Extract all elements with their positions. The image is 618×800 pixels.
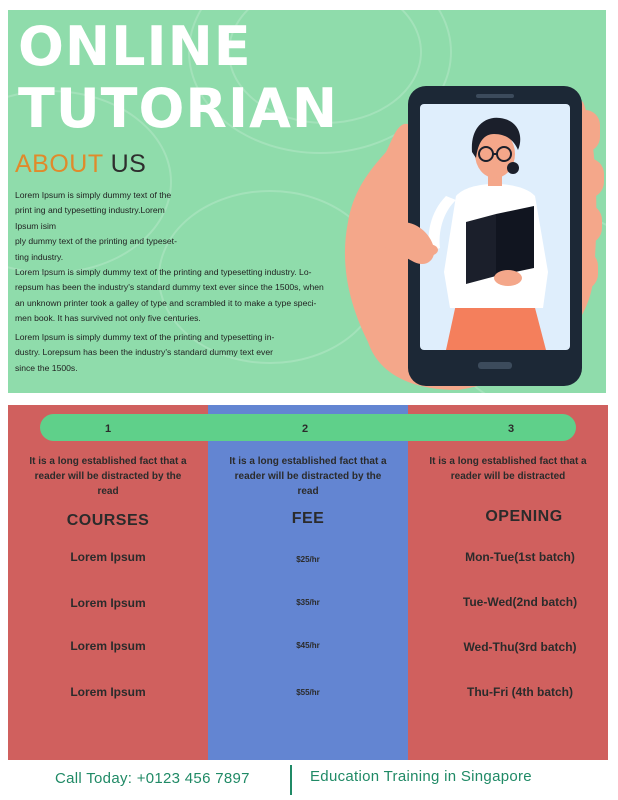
about-line: ply dummy text of the printing and typeset-	[15, 236, 177, 247]
fee-item: $35/hr	[296, 598, 320, 607]
course-item: Lorem Ipsum	[70, 550, 146, 564]
opening-item: Tue-Wed(2nd batch)	[462, 595, 578, 609]
about-line: print ing and typesetting industry.Lorem	[15, 205, 165, 216]
title-line-1: ONLINE	[18, 15, 252, 78]
footer-divider	[290, 765, 292, 795]
description-line: read	[297, 486, 319, 497]
course-item: Lorem Ipsum	[70, 596, 146, 610]
opening-item: Mon-Tue(1st batch)	[465, 550, 575, 564]
column-description-1	[13, 454, 203, 499]
about-line: Lorem Ipsum is simply dummy text of the	[15, 190, 172, 200]
about-line: dustry. Lorepsum has been the industry's standard dummy text ever	[15, 347, 273, 358]
about-paragraph-2	[15, 330, 345, 376]
hero-banner	[8, 10, 606, 393]
about-paragraph-1	[15, 188, 345, 327]
courses-heading: COURSES	[66, 512, 150, 529]
fee-item: $45/hr	[296, 641, 320, 650]
about-line: Lorem Ipsum is simply dummy text of the printing and typesetting industry. Lo-	[15, 267, 312, 278]
footer-tagline: Education Training in Singapore	[310, 768, 532, 785]
fee-item: $25/hr	[296, 555, 320, 564]
about-line: Lorem Ipsum is simply dummy text of the printing and typesetting in-	[15, 332, 275, 342]
about-line: repsum has been the industry's standard dummy text ever since the 1500s, when	[15, 282, 324, 293]
column-description-3	[413, 454, 603, 484]
us-word: US	[110, 150, 147, 178]
about-line: since the 1500s.	[15, 362, 78, 373]
opening-item: Thu-Fri (4th batch)	[467, 685, 573, 699]
step-number-2: 2	[301, 423, 309, 435]
about-line: an unknown printer took a galley of type and scrambled it to make a type speci-	[15, 297, 317, 308]
step-number-3: 3	[507, 423, 515, 435]
about-line: men book. It has survived not only five centuries.	[15, 313, 201, 324]
description-line: It is a long established fact that a	[229, 456, 387, 467]
about-line: ting industry.	[15, 251, 64, 262]
course-item: Lorem Ipsum	[70, 639, 146, 653]
about-line: Ipsum isim	[15, 220, 57, 231]
course-item: Lorem Ipsum	[70, 685, 146, 699]
opening-item: Wed-Thu(3rd batch)	[463, 640, 577, 654]
description-line: reader will be distracted by the	[34, 471, 182, 482]
description-line: reader will be distracted by the	[234, 471, 382, 482]
step-number-1: 1	[104, 423, 112, 435]
description-line: It is a long established fact that a	[29, 456, 187, 467]
fee-heading: FEE	[291, 510, 325, 527]
about-heading	[15, 150, 146, 179]
footer	[0, 762, 618, 800]
fee-item: $55/hr	[296, 688, 320, 697]
call-today-phone[interactable]: Call Today: +0123 456 7897	[55, 770, 250, 787]
title-line-2: TUTORIAN	[18, 77, 339, 140]
phone-tutor-illustration	[338, 72, 606, 393]
opening-heading: OPENING	[485, 508, 563, 525]
pricing-table	[8, 405, 608, 760]
about-word: ABOUT	[15, 150, 104, 178]
column-description-2	[213, 454, 403, 499]
description-line: It is a long established fact that a	[429, 456, 587, 467]
page-title	[18, 16, 338, 140]
description-line: reader will be distracted	[450, 471, 566, 482]
description-line: read	[97, 486, 119, 497]
